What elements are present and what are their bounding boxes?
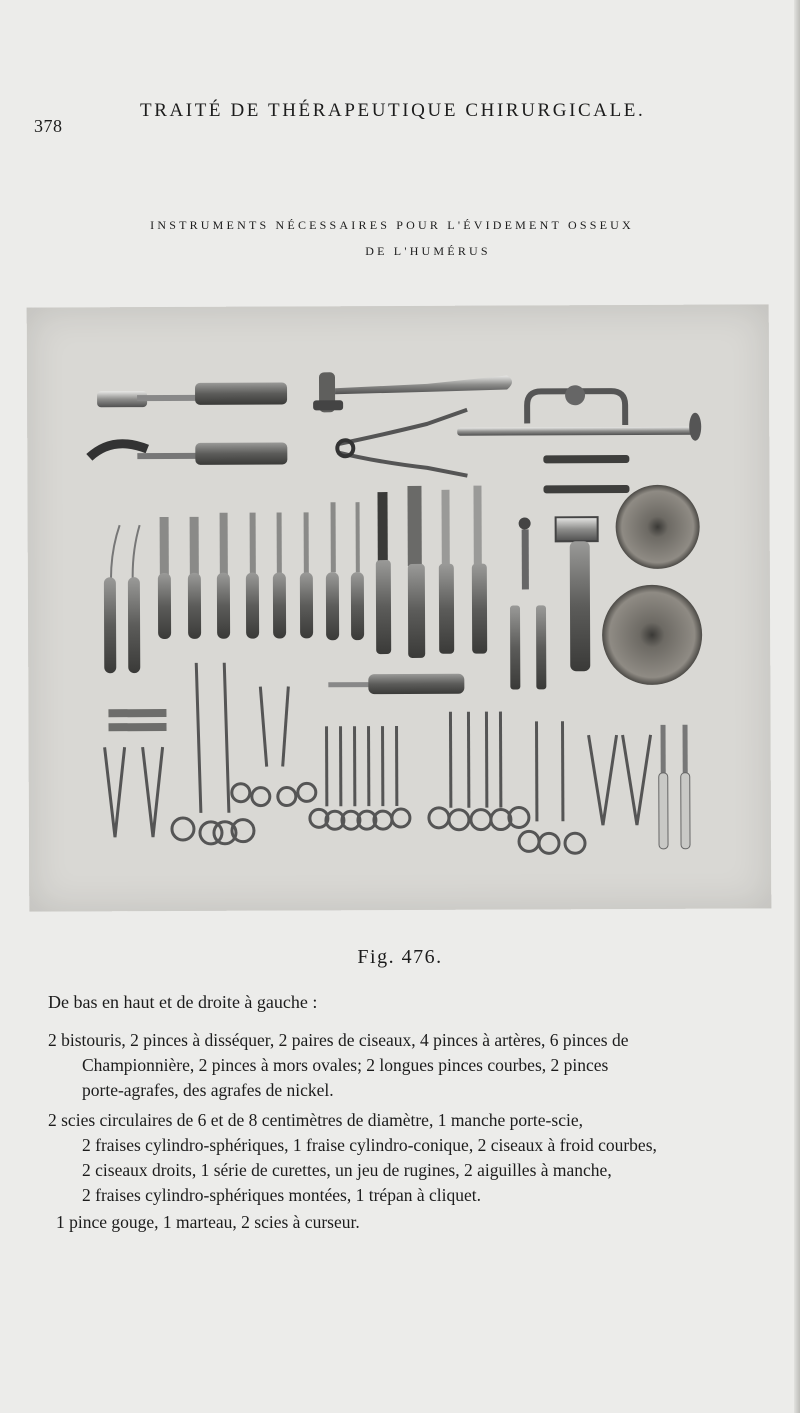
scie-a-curseur-2	[89, 442, 287, 465]
legend-line: 1 pince gouge, 1 marteau, 2 scies à curseur.	[56, 1212, 360, 1232]
pince-gouge	[337, 410, 467, 477]
manche-porte-scie	[556, 517, 599, 671]
legend-paragraph-1	[48, 1028, 768, 1103]
scie-circulaire-8cm	[602, 585, 702, 685]
rugine-longue	[328, 674, 464, 695]
ciseaux-a-froid	[375, 486, 487, 658]
agrafes-de-nickel	[108, 709, 166, 731]
bistouris	[659, 725, 691, 849]
figure-title-line-1: INSTRUMENTS NÉCESSAIRES POUR L'ÉVIDEMENT OSSEUX	[150, 218, 634, 232]
legend-line: 2 fraises cylindro-sphériques, 1 fraise cylindro-conique, 2 ciseaux à froid courbes,	[82, 1135, 657, 1155]
legend-line: 2 bistouris, 2 pinces à disséquer, 2 paires de ciseaux, 4 pinces à artères, 6 pinces de	[48, 1030, 629, 1050]
legend-line: 2 scies circulaires de 6 et de 8 centimètres de diamètre, 1 manche porte-scie,	[48, 1110, 583, 1130]
legend-paragraph-2	[48, 1108, 768, 1208]
scie-a-curseur-1	[97, 382, 287, 407]
scie-circulaire-6cm	[615, 485, 699, 569]
legend-paragraph-3	[56, 1210, 776, 1235]
pinces-a-arteres	[428, 711, 529, 829]
legend-line: porte-agrafes, des agrafes de nickel.	[82, 1080, 334, 1100]
aiguilles-a-manche	[104, 525, 141, 673]
longues-pinces-courbes	[171, 663, 254, 844]
legend-intro: De bas en haut et de droite à gauche :	[48, 992, 318, 1012]
legend-line: Championnière, 2 pinces à mors ovales; 2 longues pinces courbes, 2 pinces	[82, 1055, 609, 1075]
page-number: 378	[34, 116, 63, 136]
legend-line: 2 fraises cylindro-sphériques montées, 1 trépan à cliquet.	[82, 1185, 481, 1205]
running-title: TRAITÉ DE THÉRAPEUTIQUE CHIRURGICALE.	[140, 100, 646, 121]
pinces-a-disseguer	[105, 747, 163, 837]
fraises-montees	[543, 455, 629, 493]
fraises	[510, 517, 547, 689]
rugines-et-curettes	[158, 502, 365, 641]
page-edge	[794, 0, 800, 1413]
figure-title-line-2: DE L'HUMÉRUS	[365, 244, 491, 258]
instruments-illustration	[27, 304, 772, 911]
legend-line: 2 ciseaux droits, 1 série de curettes, un jeu de rugines, 2 aiguilles à manche,	[82, 1160, 612, 1180]
figure-caption: Fig. 476.	[357, 946, 443, 968]
pinces-championniere	[310, 726, 410, 829]
trepan-a-cliquet	[457, 385, 701, 442]
instruments-photograph	[27, 304, 772, 911]
pinces-porte-agrafes	[589, 735, 651, 825]
pinces-a-mors-ovales	[231, 686, 316, 805]
paires-de-ciseaux	[518, 721, 585, 853]
marteau	[313, 372, 512, 413]
